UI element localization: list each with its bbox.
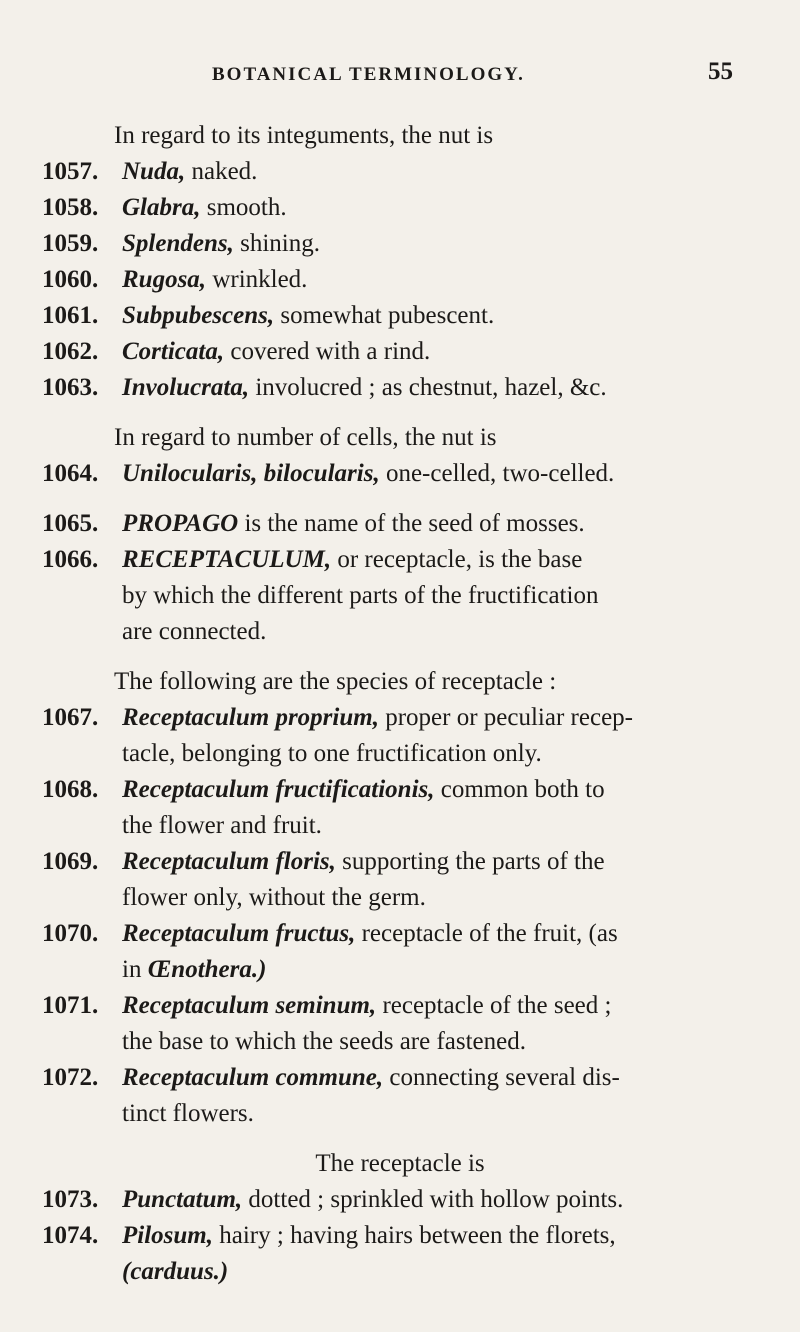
entry-number: 1061. bbox=[42, 302, 99, 329]
entry-definition: naked. bbox=[185, 158, 258, 185]
entry-term: Subpubescens, bbox=[122, 302, 275, 329]
entry-term: Receptaculum seminum, bbox=[122, 992, 377, 1019]
line-text bbox=[122, 1096, 254, 1132]
entry-definition: involucred ; as chestnut, hazel, &c. bbox=[249, 374, 607, 401]
glossary-entry bbox=[0, 700, 800, 736]
glossary-entry bbox=[0, 298, 800, 334]
line-text bbox=[122, 578, 598, 614]
glossary-entry bbox=[0, 916, 800, 952]
line-text bbox=[114, 420, 497, 456]
line-plain-text: In regard to its integuments, the nut is bbox=[114, 122, 494, 149]
line-text bbox=[122, 952, 266, 988]
glossary-entry bbox=[0, 370, 800, 406]
entry-text bbox=[122, 456, 614, 492]
entry-text bbox=[122, 506, 585, 542]
body-text bbox=[0, 118, 800, 1290]
glossary-entry bbox=[0, 334, 800, 370]
intro-line bbox=[0, 118, 800, 154]
intro-line bbox=[0, 420, 800, 456]
line-plain-text: The receptacle is bbox=[315, 1150, 485, 1177]
line-text bbox=[0, 1146, 800, 1182]
paragraph-gap bbox=[0, 650, 800, 664]
entry-term: Splendens, bbox=[122, 230, 234, 257]
line-text bbox=[122, 1024, 526, 1060]
entry-number: 1063. bbox=[42, 374, 99, 401]
entry-text bbox=[122, 772, 605, 808]
entry-text bbox=[122, 334, 430, 370]
entry-definition: smooth. bbox=[200, 194, 287, 221]
entry-text bbox=[122, 190, 287, 226]
entry-continuation bbox=[0, 614, 800, 650]
glossary-entry bbox=[0, 988, 800, 1024]
line-plain-text: in bbox=[122, 956, 148, 983]
entry-definition: somewhat pubescent. bbox=[274, 302, 495, 329]
line-plain-text: are connected. bbox=[122, 618, 267, 645]
entry-continuation bbox=[0, 808, 800, 844]
line-plain-text: the flower and fruit. bbox=[122, 812, 322, 839]
line-plain-text: by which the different parts of the fructification bbox=[122, 582, 599, 609]
page-number: 55 bbox=[708, 58, 733, 85]
entry-definition: is the name of the seed of mosses. bbox=[238, 510, 585, 537]
line-plain-text: In regard to number of cells, the nut is bbox=[114, 424, 497, 451]
entry-term: Glabra, bbox=[122, 194, 201, 221]
line-text bbox=[122, 614, 266, 650]
entry-term: Involucrata, bbox=[122, 374, 250, 401]
glossary-entry bbox=[0, 542, 800, 578]
entry-definition: one-celled, two-celled. bbox=[379, 460, 615, 487]
entry-text bbox=[122, 226, 320, 262]
entry-number: 1067. bbox=[42, 704, 99, 731]
entry-text bbox=[122, 1060, 620, 1096]
entry-term: Receptaculum fructificationis, bbox=[122, 776, 435, 803]
line-plain-text: tacle, belonging to one fructification only. bbox=[122, 740, 542, 767]
paragraph-gap bbox=[0, 492, 800, 506]
line-plain-text: The following are the species of receptacle : bbox=[114, 668, 557, 695]
line-text bbox=[122, 736, 542, 772]
line-plain-text: flower only, without the germ. bbox=[122, 884, 426, 911]
entry-number: 1068. bbox=[42, 776, 99, 803]
glossary-entry bbox=[0, 226, 800, 262]
entry-number: 1072. bbox=[42, 1064, 99, 1091]
entry-number: 1064. bbox=[42, 460, 99, 487]
entry-term: Nuda, bbox=[122, 158, 186, 185]
entry-text bbox=[122, 1218, 616, 1254]
line-plain-text: the base to which the seeds are fastened. bbox=[122, 1028, 527, 1055]
entry-definition: or receptacle, is the base bbox=[331, 546, 583, 573]
entry-text bbox=[122, 370, 607, 406]
entry-continuation bbox=[0, 952, 800, 988]
entry-term: Unilocularis, bilocularis, bbox=[122, 460, 380, 487]
line-italic-text: Œnothera.) bbox=[147, 956, 267, 983]
line-italic-text: (carduus.) bbox=[122, 1258, 229, 1285]
running-head: BOTANICAL TERMINOLOGY. bbox=[212, 64, 525, 85]
entry-text bbox=[122, 1182, 623, 1218]
glossary-entry bbox=[0, 154, 800, 190]
line-text bbox=[122, 1254, 228, 1290]
entry-definition: receptacle of the fruit, (as bbox=[355, 920, 618, 947]
page-header bbox=[0, 58, 800, 94]
section-heading bbox=[0, 1146, 800, 1182]
entry-number: 1060. bbox=[42, 266, 99, 293]
entry-text bbox=[122, 700, 633, 736]
entry-continuation bbox=[0, 736, 800, 772]
glossary-entry bbox=[0, 1060, 800, 1096]
entry-definition: wrinkled. bbox=[206, 266, 308, 293]
glossary-entry bbox=[0, 506, 800, 542]
glossary-entry bbox=[0, 772, 800, 808]
entry-text bbox=[122, 542, 582, 578]
entry-definition: common both to bbox=[434, 776, 605, 803]
entry-number: 1069. bbox=[42, 848, 99, 875]
entry-term: Pilosum, bbox=[122, 1222, 213, 1249]
entry-number: 1066. bbox=[42, 546, 99, 573]
entry-number: 1059. bbox=[42, 230, 99, 257]
entry-text bbox=[122, 988, 611, 1024]
glossary-entry bbox=[0, 262, 800, 298]
entry-text bbox=[122, 844, 605, 880]
line-plain-text: tinct flowers. bbox=[122, 1100, 254, 1127]
line-text bbox=[114, 664, 556, 700]
entry-term: Receptaculum floris, bbox=[122, 848, 336, 875]
intro-line bbox=[0, 664, 800, 700]
paragraph-gap bbox=[0, 1132, 800, 1146]
entry-definition: proper or peculiar recep- bbox=[378, 704, 633, 731]
entry-number: 1062. bbox=[42, 338, 99, 365]
entry-definition: receptacle of the seed ; bbox=[376, 992, 612, 1019]
entry-continuation bbox=[0, 880, 800, 916]
entry-number: 1057. bbox=[42, 158, 99, 185]
entry-definition: supporting the parts of the bbox=[335, 848, 605, 875]
entry-term: Receptaculum proprium, bbox=[122, 704, 379, 731]
entry-term: RECEPTACULUM, bbox=[122, 546, 332, 573]
entry-number: 1074. bbox=[42, 1222, 99, 1249]
entry-continuation bbox=[0, 1254, 800, 1290]
entry-term: Receptaculum fructus, bbox=[122, 920, 356, 947]
glossary-entry bbox=[0, 190, 800, 226]
entry-number: 1073. bbox=[42, 1186, 99, 1213]
glossary-entry bbox=[0, 1182, 800, 1218]
entry-number: 1070. bbox=[42, 920, 99, 947]
entry-text bbox=[122, 916, 618, 952]
entry-number: 1071. bbox=[42, 992, 99, 1019]
entry-term: Corticata, bbox=[122, 338, 225, 365]
entry-term: Receptaculum commune, bbox=[122, 1064, 384, 1091]
glossary-entry bbox=[0, 1218, 800, 1254]
line-text bbox=[122, 808, 322, 844]
line-text bbox=[122, 880, 426, 916]
entry-definition: connecting several dis- bbox=[383, 1064, 620, 1091]
entry-term: Punctatum, bbox=[122, 1186, 243, 1213]
entry-continuation bbox=[0, 1096, 800, 1132]
paragraph-gap bbox=[0, 406, 800, 420]
entry-definition: dotted ; sprinkled with hollow points. bbox=[242, 1186, 624, 1213]
entry-continuation bbox=[0, 578, 800, 614]
entry-definition: shining. bbox=[233, 230, 320, 257]
entry-definition: hairy ; having hairs between the florets, bbox=[213, 1222, 616, 1249]
line-text bbox=[114, 118, 493, 154]
entry-text bbox=[122, 154, 257, 190]
entry-term: Rugosa, bbox=[122, 266, 207, 293]
entry-text bbox=[122, 262, 307, 298]
entry-definition: covered with a rind. bbox=[224, 338, 431, 365]
entry-term: PROPAGO bbox=[122, 510, 239, 537]
glossary-entry bbox=[0, 844, 800, 880]
entry-number: 1065. bbox=[42, 510, 99, 537]
entry-number: 1058. bbox=[42, 194, 99, 221]
entry-text bbox=[122, 298, 494, 334]
entry-continuation bbox=[0, 1024, 800, 1060]
glossary-entry bbox=[0, 456, 800, 492]
